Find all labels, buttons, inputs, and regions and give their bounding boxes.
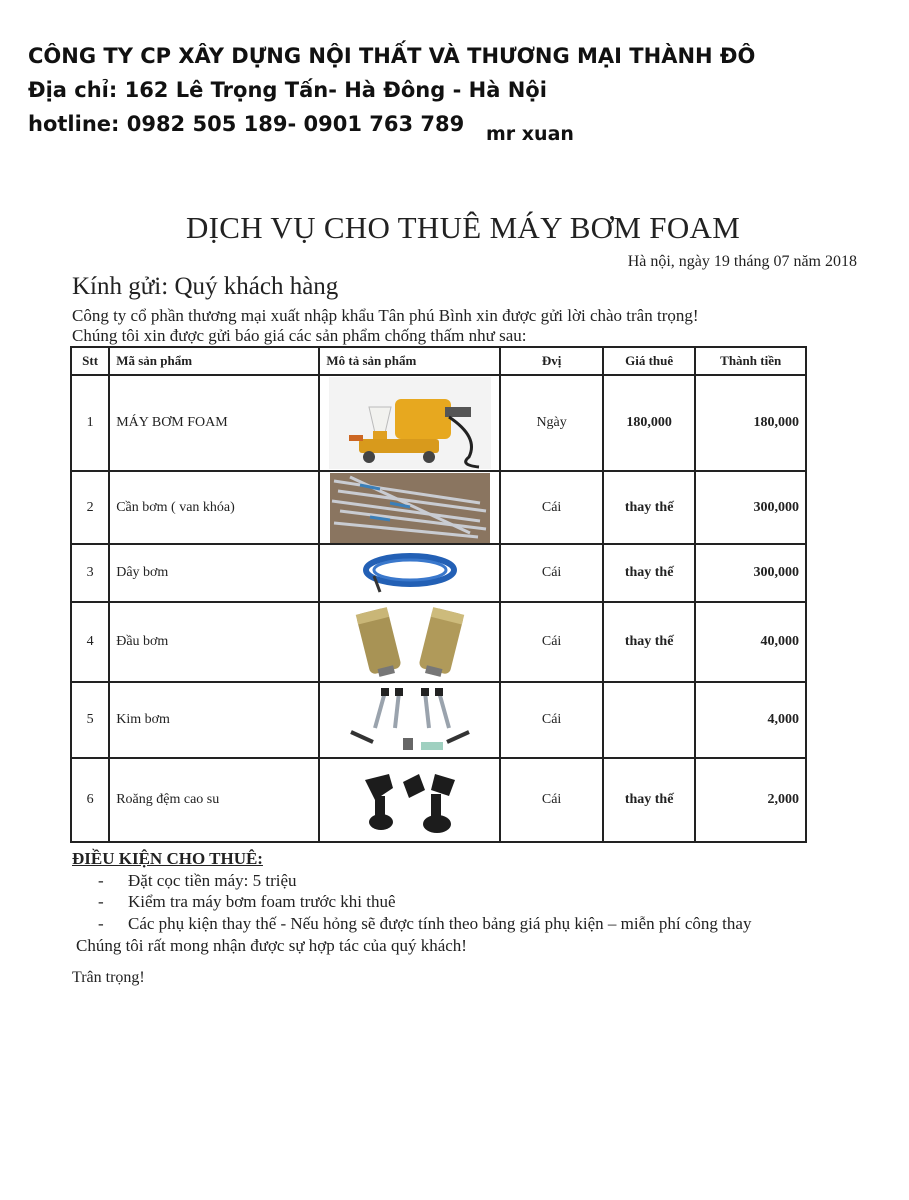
foam-pump-machine-photo [329,377,491,469]
rubber-gaskets-photo [345,760,475,840]
term-item [98,871,297,891]
term-text: Các phụ kiện thay thế - Nếu hỏng sẽ được tính theo bảng giá phụ kiện – miễn phí công thay [128,914,752,933]
row-total: 2,000 [695,758,806,842]
row-unit: Cái [500,602,603,682]
table-row [71,471,806,544]
table-row [71,375,806,471]
row-price: 180,000 [603,375,696,471]
row-price: thay thế [603,602,696,682]
row-unit: Cái [500,758,603,842]
row-stt: 5 [71,682,109,758]
price-table [70,346,807,843]
company-name: CÔNG TY CP XÂY DỰNG NỘI THẤT VÀ THƯƠNG MẠI THÀNH ĐÔ [28,44,756,68]
pump-heads-photo [345,604,475,680]
table-row [71,602,806,682]
row-total: 4,000 [695,682,806,758]
header-stt: Stt [71,347,109,375]
row-unit: Cái [500,682,603,758]
terms-heading: ĐIỀU KIỆN CHO THUÊ: [72,849,263,868]
table-row [71,682,806,758]
row-stt: 6 [71,758,109,842]
term-item [98,914,751,934]
term-item [98,892,395,912]
term-text: Đặt cọc tiền máy: 5 triệu [128,871,297,890]
row-price: thay thế [603,544,696,602]
header-description: Mô tả sản phẩm [319,347,500,375]
injection-needles-photo [345,684,475,756]
bullet-dash: - [98,871,104,890]
row-total: 180,000 [695,375,806,471]
closing-line: Chúng tôi rất mong nhận được sự hợp tác của quý khách! [76,936,467,955]
document-title: DỊCH VỤ CHO THUÊ MÁY BƠM FOAM [185,210,741,245]
row-code: Roăng đệm cao su [109,758,319,842]
row-code: Dây bơm [109,544,319,602]
term-text: Kiểm tra máy bơm foam trước khi thuê [128,892,396,911]
hotline: hotline: 0982 505 189- 0901 763 789 [28,112,465,136]
row-code: Cần bơm ( van khóa) [109,471,319,544]
intro-line: Chúng tôi xin được gửi báo giá các sản phẩm chống thấm như sau: [72,326,527,345]
bullet-dash: - [98,892,104,911]
row-price [603,682,696,758]
header-price: Giá thuê [603,347,696,375]
row-total: 300,000 [695,544,806,602]
table-header-row [71,347,806,375]
row-unit: Ngày [500,375,603,471]
row-price: thay thế [603,758,696,842]
row-unit: Cái [500,544,603,602]
salutation: Kính gửi: Quý khách hàng [72,273,339,300]
table-row [71,758,806,842]
intro-line: Công ty cổ phần thương mại xuất nhập khẩu Tân phú Bình xin được gửi lời chào trân trọng! [72,306,699,325]
pump-handles-photo [330,473,490,543]
row-code: MÁY BƠM FOAM [109,375,319,471]
header-code: Mã sản phẩm [109,347,319,375]
row-code: Kim bơm [109,682,319,758]
row-total: 300,000 [695,471,806,544]
table-row [71,544,806,602]
row-price: thay thế [603,471,696,544]
bullet-dash: - [98,914,104,933]
header-total: Thành tiền [695,347,806,375]
row-stt: 3 [71,544,109,602]
row-stt: 4 [71,602,109,682]
row-code: Đầu bơm [109,602,319,682]
contact-person: mr xuan [486,123,574,145]
row-unit: Cái [500,471,603,544]
company-address: Địa chỉ: 162 Lê Trọng Tấn- Hà Đông - Hà Nội [28,78,547,102]
pump-hose-photo [350,546,470,600]
row-stt: 2 [71,471,109,544]
header-unit: Đvị [500,347,603,375]
document-date: Hà nội, ngày 19 tháng 07 năm 2018 [627,253,857,270]
row-total: 40,000 [695,602,806,682]
row-stt: 1 [71,375,109,471]
regards-line: Trân trọng! [72,969,145,986]
